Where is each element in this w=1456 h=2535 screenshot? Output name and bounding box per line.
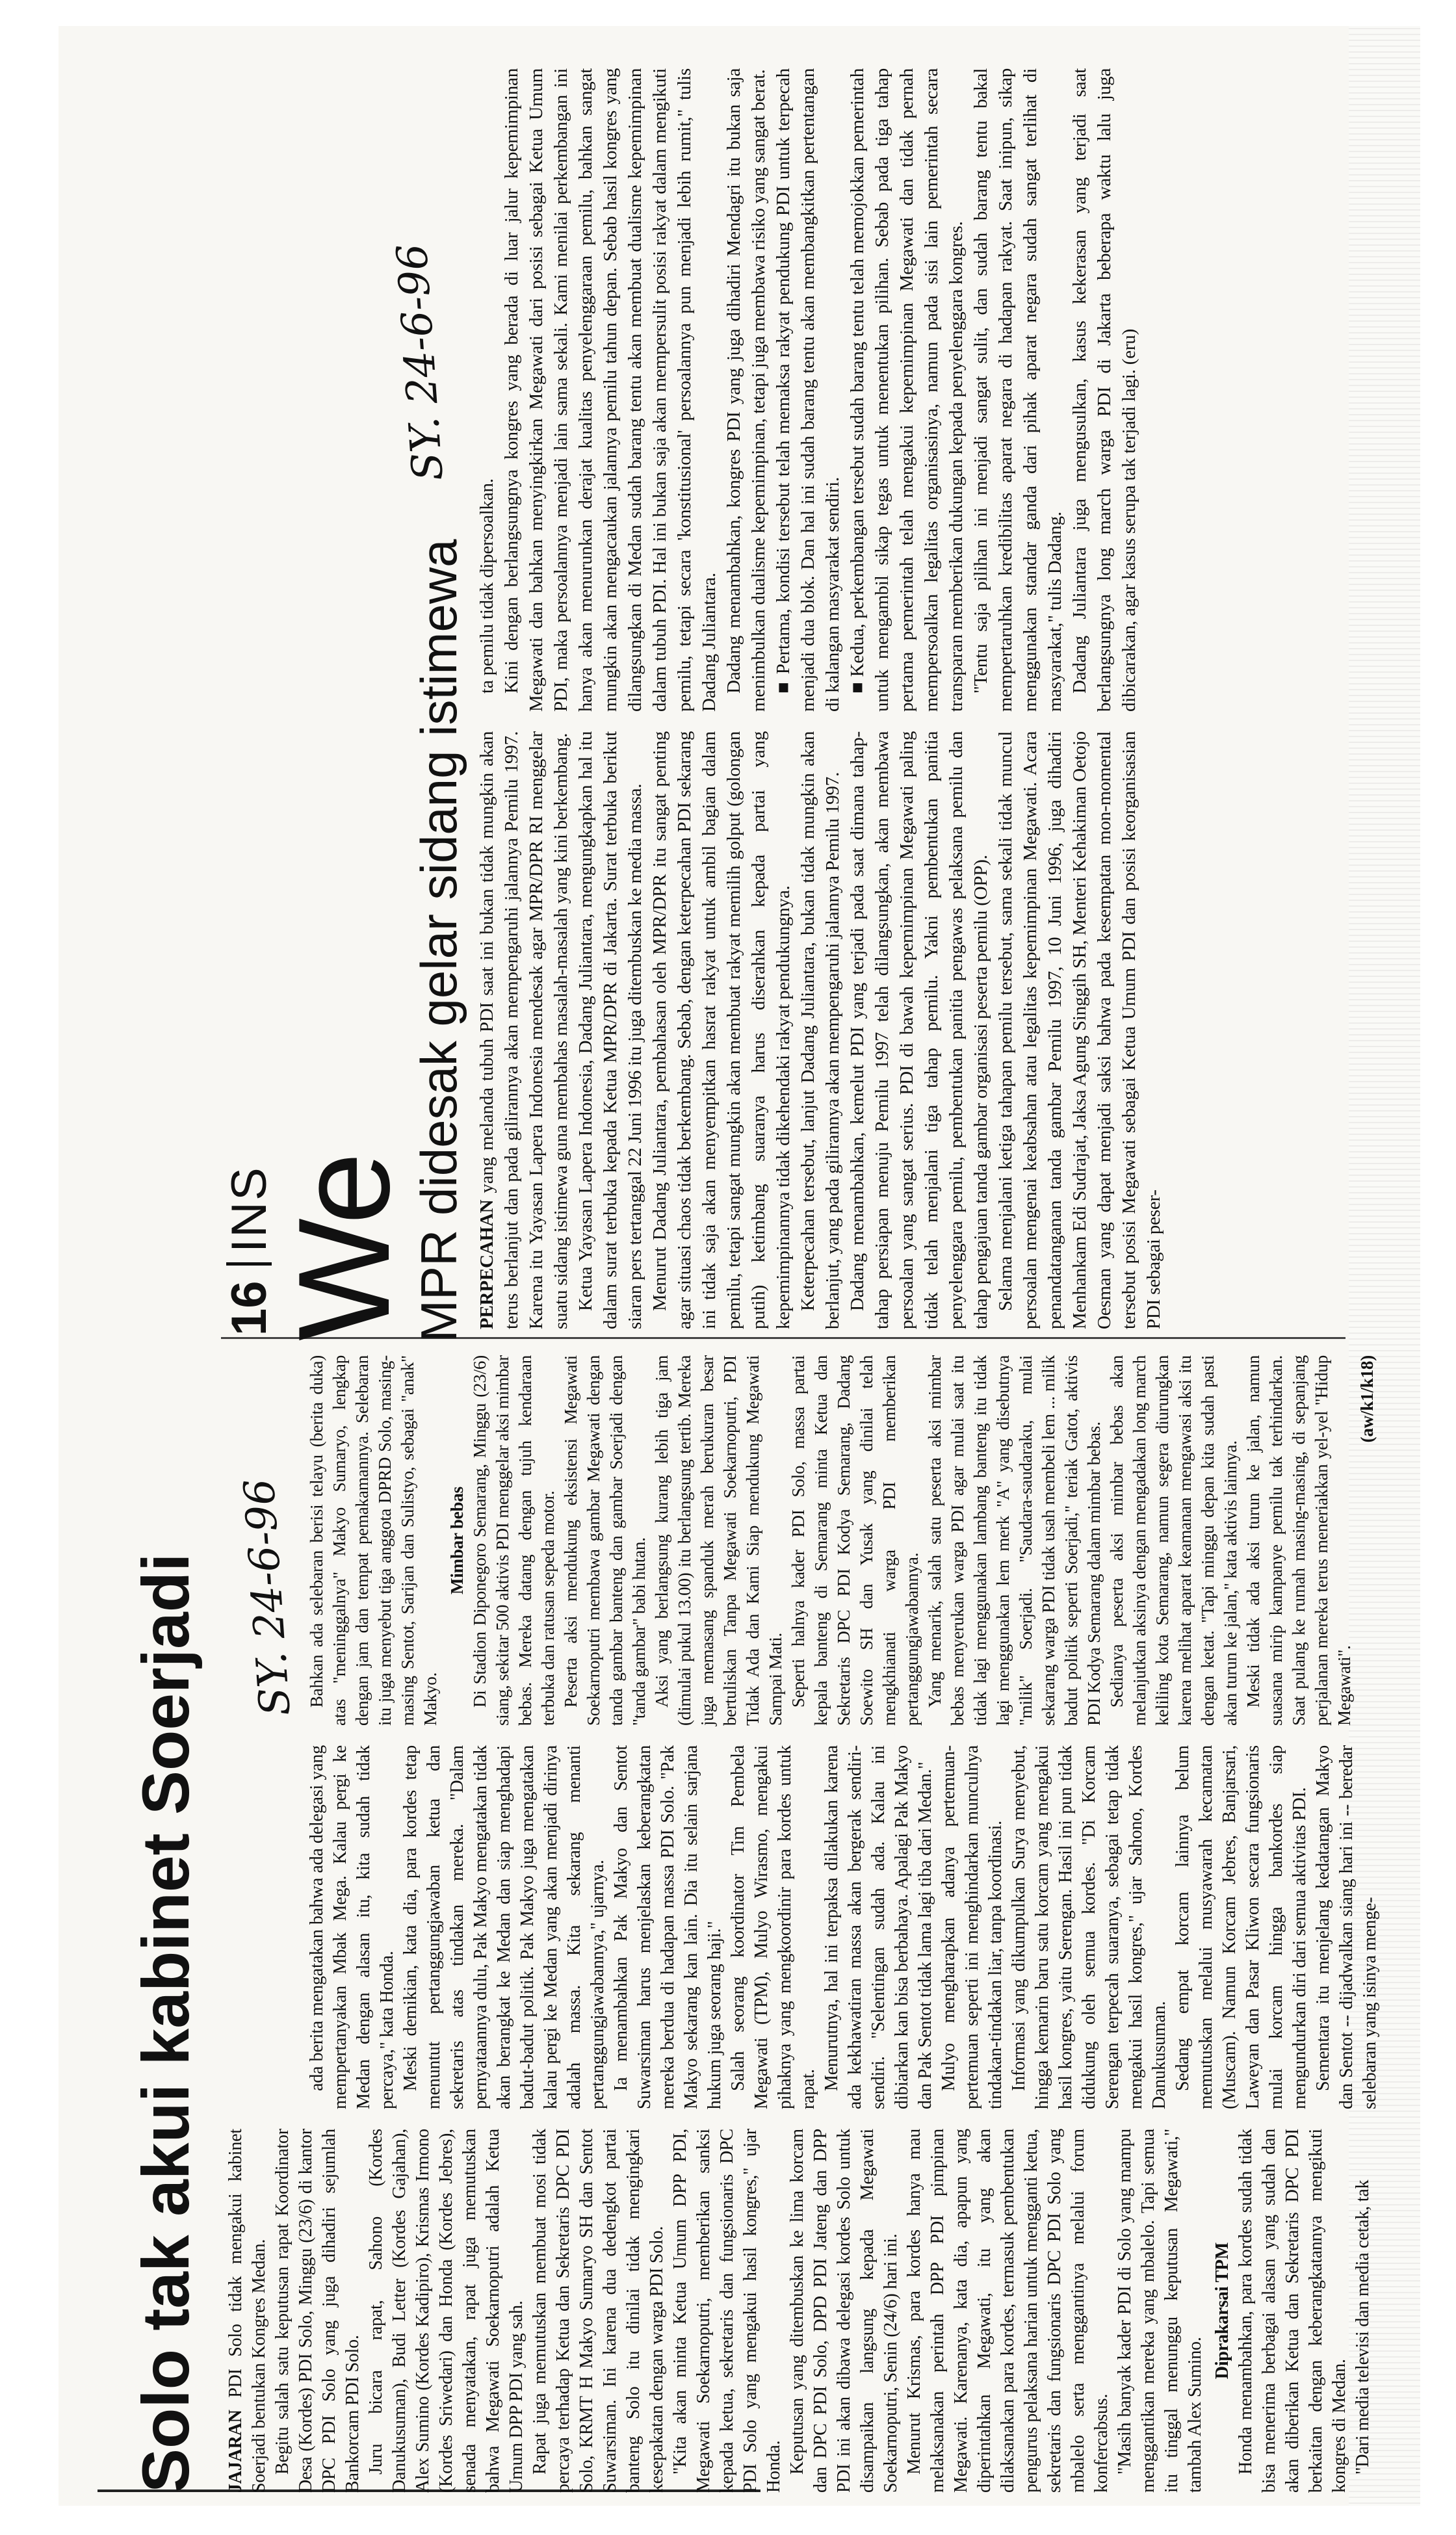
paragraph	[1106, 1355, 1242, 1726]
paragraph-text: Sedang empat korcam lainnya belum memutuskan melalui musyawarah kecamatan (Muscam). Namun Korcam Jebres, Banjarsari, Laweyan dan Pasar Kliwon secara fungsionaris mulai korcam hingga bankordes siap mengundurkan diri dari semua aktivitas PDI.	[1173, 1745, 1310, 2109]
paragraph	[796, 731, 845, 1329]
newspaper-scan	[58, 26, 1420, 2506]
paragraph-text: "Dari media televisi dan media cetak, tak	[1353, 2179, 1373, 2475]
paragraph	[306, 1355, 442, 1726]
article1-headline: Solo tak akui kabinet Soerjadi	[129, 1553, 203, 2493]
paragraph	[924, 1355, 1106, 1726]
section-name: INS	[222, 1166, 277, 1253]
paragraph	[1312, 1745, 1382, 2109]
paragraph	[1351, 2129, 1375, 2493]
paragraph	[771, 68, 845, 712]
paragraph-text: Meski tidak ada aksi turun ke jalan, namun suasana mirip kampanye pemilu tak terhindarkan. Saat pulang ke rumah masing-masing, di sepanjang perjalanan mereka terus meneriakkan yel-yel "Hidup Megawati".	[1243, 1355, 1354, 1726]
paragraph-text: ada berita mengatakan bahwa ada delegasi yang mempertanyakan Mbak Mega. Kalau pergi ke Medan dengan alasan itu, kita sudah tidak percaya," kata Honda.	[307, 1745, 397, 2109]
paragraph-text: Dadang Juliantara juga mengusulkan, kasus kekerasan yang terjadi saat berlangsungnya long march warga PDI di Jakarta beberapa waktu lalu juga dibicarakan, agar kasus serupa tak terjadi lagi. (eru)	[1069, 68, 1139, 712]
rotated-page	[58, 26, 1420, 2506]
paragraph-text: "Tentu saja pilihan ini menjadi sangat sulit, dan sudah barang tentu bakal mempertaruhkan kredibilitas aparat negara di hadapan rakyat. Saat inipun, sikap menggunakan standar ganda dari pihak aparat negara sudah sangat terlihat di masyarakat," tulis Dadang.	[970, 68, 1065, 712]
paragraph-text: Keterpecahan tersebut, lanjut Dadang Juliantara, bukan tidak mungkin akan berlanjut, yang pada gilirannya akan mempengaruhi jalannya Pemilu 1997.	[798, 731, 843, 1329]
paragraph	[271, 2129, 365, 2493]
paragraph-text: Menurutnya, hal ini terpaksa dilakukan karena ada kekhawatiran massa akan bergerak sendiri-sendiri. "Selentingan sudah ada. Kalau ini dibiarkan kan bisa berbahaya. Apalagi Pak Makyo dan Pak Sentot tidak lama lagi tiba dari Medan."	[822, 1745, 935, 2109]
paragraph	[786, 2129, 903, 2493]
paragraph	[937, 1745, 1008, 2109]
paragraph-text: Bahkan ada selebaran berisi telayu (berita duka) atas "meninggalnya" Makyo Sumaryo, lengkap dengan jam dan tempat pemakamannya. Selebaran itu juga menyebut tiga anggota DPRD Solo, masing-masing Sentot, Sarijan dan Sulistyo, sebagai "anak" Makyo.	[307, 1355, 440, 1726]
article2-handwritten-date: SY. 24-6-96	[388, 242, 453, 483]
paragraph	[469, 1355, 560, 1726]
page-number: 16	[222, 1280, 277, 1336]
lead-word: PERPECAHAN	[476, 1199, 497, 1329]
article1-column-2	[306, 1745, 1382, 2109]
page-masthead	[221, 1128, 417, 1341]
paragraph-text: Ketua Yayasan Lapera Indonesia, Dadang Juliantara, mengungkapkan hal itu dalam surat terbuka kepada Ketua MPR/DPR di Jakarta. Surat terbuka berikut siaran pers tertanggal 22 Juni 1996 itu juga ditembuskan ke media massa.	[575, 731, 645, 1329]
paragraph-text: Yang menarik, salah satu peserta aksi mimbar bebas menyerukan warga PDI agar mulai saat itu tidak lagi menggunakan lambang banteng itu tidak lagi menggunakan lem merk "A" yang disebutnya "milik" Soerjadi. "Saudara-saudaraku, mulai sekarang warga PDI tidak usah membeli lem ... milik badut politik seperti Soerjadi," teriak Gatot, aktivis PDI Kodya Semarang dalam mimbar bebas.	[925, 1355, 1104, 1726]
paragraph	[669, 2129, 786, 2493]
paragraph	[651, 1355, 787, 1726]
paragraph	[787, 1355, 924, 1726]
paragraph-text: Sedianya peserta aksi mimbar bebas akan melanjutkan aksinya dengan mengadakan long march keliling kota Semarang, namun segera diurungkan karena melihat aparat keamanan mengawasi aksi itu dengan ketat. "Tapi minggu depan kita sudah pasti akan turun ke jalan," kata aktivis lainnya.	[1107, 1355, 1240, 1726]
article1-handwritten-date: SY. 24-6-96	[235, 1477, 300, 1718]
paragraph	[727, 1745, 820, 2109]
paragraph	[399, 1745, 610, 2109]
paragraph-text: Meski demikian, kata dia, para kordes tetap menuntut pertanggungjawaban ketua dan sekretaris atas tindakan mereka. "Dalam pernyataannya dulu, Pak Makyo mengatakan tidak akan berangkat ke Medan dan siap menghadapi badut-badut politik. Pak Makyo juga mengatakan kalau pergi ke Medan yang akan menjadi dirinya adalah massa. Kita sekarang menanti pertanggungjawabannya," ujarnya.	[400, 1745, 608, 2109]
paragraph	[903, 2129, 1113, 2493]
paragraph-text: Juru bicara rapat, Sahono (Kordes Danukusuman), Budi Letter (Kordes Gajahan), Alex Sumino (Kordes Kadipiro), Krismas Irmono (Kordes Sriwedari) dan Honda (Kordes Jebres), senada menyatakan, rapat juga memutuskan bahwa Megawati Soekarnoputri adalah Ketua Umum DPP PDI yang sah.	[366, 2129, 526, 2493]
article2-column-1	[474, 731, 1166, 1329]
paragraph	[306, 1745, 399, 2109]
lead-word: JAJARAN	[226, 2410, 246, 2493]
paragraph-text: Peserta aksi mendukung eksistensi Megawati Soekarnoputri membawa gambar Megawati dengan tanda gambar banteng dan gambar Soerjadi dengan "tanda gambar" babi hutan.	[561, 1355, 649, 1726]
paragraph	[820, 1745, 937, 2109]
article1-column-3	[306, 1355, 1379, 1726]
paragraph	[845, 731, 993, 1329]
subheading: Diprakarsai TPM	[1212, 2242, 1232, 2380]
paragraph-text: Seperti halnya kader PDI Solo, massa partai kepala banteng di Semarang minta Ketua dan Sekretaris DPC PDI Kodya Semarang, Dadang Soewito SH dan Yusak yang dinilai telah mengkhianati warga PDI memberikan pertanggungjawabannya.	[788, 1355, 922, 1726]
paragraph-text: Honda menambahkan, para kordes sudah tidak bisa menerima berbagai alasan yang sudah dan akan diberikan Ketua dan Sekretaris DPC PDI berkaitan dengan keberangkatannya mengikuti kongres di Medan.	[1236, 2129, 1349, 2493]
byline-initials: (aw/k1/k18)	[1357, 1355, 1377, 1443]
paragraph-text: ■ Kedua, perkembangan tersebut sudah barang tentu telah memojokkan pemerintah untuk mengambil sikap tegas untuk menentukan pilihan. Sebab pada tiga tahap pertama pemerintah telah mengakui kepemimpinan Megawati dan tidak pernah mempersoalkan legalitas organisasinya, namun pada sisi lain pemerintah secara transparan memberikan dukungan kepada penyelenggara kongres.	[847, 68, 967, 712]
masthead-separator	[226, 1262, 272, 1266]
paragraph-text: "Kita akan minta Ketua Umum DPP PDI, Megawati Soekarnoputri, memberikan sanksi kepada ketua, sekretaris dan fungsionaris DPC PDI Solo yang mengakui hasil kongres," ujar Honda.	[670, 2129, 784, 2493]
paragraph-text: ■ Pertama, kondisi tersebut telah memaksa rakyat pendukung PDI untuk terpecah menjadi dua blok. Dan hal ini sudah barang tentu akan membangkitkan pertentangan di kalangan masyarakat sendiri.	[773, 68, 843, 712]
paragraph-text: Selama menjalani ketiga tahapan pemilu tersebut, sama sekali tidak muncul persoalan mengenai keabsahan atau legalitas kepemimpinan Megawati. Acara penandatanganan tanda gambar Pemilu 1997, 10 Juni 1996, juga dihadiri Menhankam Edi Sudrajat, Jaksa Agung Singgih SH, Menteri Kehakiman Oetojo Oesman yang dapat menjadi saksi bahwa pada kesempatan mon-momental tersebut posisi Megawati sebagai Ketua Umum PDI dan posisi keorganisasian PDI sebagai peser-	[995, 731, 1164, 1329]
section-big-word: We	[272, 1156, 417, 1341]
paragraph	[722, 68, 771, 712]
paragraph	[573, 731, 647, 1329]
paragraph	[1113, 2129, 1207, 2493]
paragraph	[560, 1355, 651, 1726]
paragraph-text: Mulyo mengharapkan adanya pertemuan-pertemuan seperti ini menghindarkan munculnya tindakan-tindakan liar, tanpa koordinasi.	[939, 1745, 1006, 2109]
paragraph-text: Menurut Dadang Juliantara, pembahasan oleh MPR/DPR itu sangat penting agar situasi chaos tidak berkembang. Sebab, dengan keterpecahan PDI sekarang ini tidak saja akan menyempitkan hasrat rakyat untuk ambil bagian dalam pemilu, tetapi sangat mungkin akan membuat rakyat memilih golput (golongan putih) ketimbang suaranya harus diserahkan kepada partai yang kepemimpinannya tidak dikehendaki rakyat pendukungnya.	[649, 731, 794, 1329]
paragraph-text: Salah seorang koordinator Tim Pembela Megawati (TPM), Mulyo Wirasmo, mengakui pihaknya yang mengkoordinir para kordes untuk rapat.	[728, 1745, 818, 2109]
paragraph	[474, 731, 573, 1329]
paragraph	[1171, 1745, 1312, 2109]
subheading: Mimbar bebas	[447, 1487, 467, 1594]
paragraph-text: Keputusan yang ditembuskan ke lima korcam dan DPC PDI Solo, DPD PDI Jateng dan DPP PDI ini akan dibawa delegasi kordes Solo untuk disampaikan langsung kepada Megawati Soekarnoputri, Senin (24/6) hari ini.	[787, 2129, 901, 2493]
paragraph-text: PDI Solo tidak mengakui kabinet Soerjadi bentukan Kongres Medan.	[226, 2129, 269, 2493]
paragraph	[365, 2129, 528, 2493]
paragraph-text: Di Stadion Diponegoro Semarang, Minggu (23/6) siang, sekitar 500 aktivis PDI menggelar aksi mimbar bebas. Mereka datang dengan tujuh kendaraan terbuka dan ratusan sepeda motor.	[470, 1355, 558, 1726]
paragraph-text: "Masih banyak kader PDI di Solo yang mampu menggantikan mereka yang mbalelo. Tapi semua itu tinggal menunggu keputusan Megawati," tambah Alex Sumino.	[1115, 2129, 1205, 2493]
article2-headline: MPR didesak gelar sidang istimewa	[410, 539, 467, 1342]
paragraph-text: Ia menambahkan Pak Makyo dan Sentot Suwarsiman harus menjelaskan keberangkatan mereka berdua di hadapan massa PDI Solo. "Pak Makyo sekarang kan lain. Dia itu selain sarjana hukum juga seorang haji."	[611, 1745, 725, 2109]
paragraph-text: Dadang menambahkan, kemelut PDI yang terjadi pada saat dimana tahap-tahap persiapan menuju Pemilu 1997 telah dilangsungkan, akan membawa persoalan yang sangat serius. PDI di bawah kepemimpinan Megawati paling tidak telah menjalani tiga tahap pemilu. Yakni pembentukan panitia penyelenggara pemilu, pembentukan panitia pengawas pelaksana pemilu dan tahap pengajuan tanda gambar organisasi peserta pemilu (OPP).	[847, 731, 991, 1329]
paragraph-text: Sementara itu menjelang kedatangan Makyo dan Sentot -- dijadwalkan siang hari ini -- beredar selebaran yang isinya menge-	[1313, 1745, 1380, 2109]
paragraph-text: ta pemilu tidak dipersoalkan.	[476, 478, 497, 694]
paragraph-text: Kini dengan berlangsungnya kongres yang berada di luar jalur kepemimpinan Megawati dan bahkan menyingkirkan Megawati dari posisi sebagai Ketua Umum PDI, maka persoalannya menjadi lain sama sekali. Kami menilai perkembangan ini hanya akan menurunkan derajat kualitas penyelenggaraan pemilu, bahkan sangat mungkin akan mengacaukan jalannya pemilu tahun depan. Sebab hasil kongres yang dilangsungkan di Medan sudah barang tentu akan membuat dualisme kepemimpinan dalam tubuh PDI. Hal ini bukan saja akan mempersulit posisi rakyat dalam mengikuti pemilu, tetapi secara 'konstitusional' persoalannya pun menjadi lebih rumit," tulis Dadang Juliantara.	[501, 68, 720, 712]
paragraph-text: Rapat juga memutuskan membuat mosi tidak percaya terhadap Ketua dan Sekretaris DPC PDI Solo, KRMT H Makyo Sumaryo SH dan Sentot Suwarsiman. Ini karena dua dedengkot partai banteng Solo itu dinilai tidak mengingkari kesepakatan dengan warga PDI Solo.	[530, 2129, 667, 2493]
paragraph-text: Menurut Krismas, para kordes hanya mau melaksanakan perintah DPP PDI pimpinan Megawati. Karenanya, kata dia, apapun yang diperintahkan Megawati, itu yang akan dilaksanakan para kordes, termasuk pembentukan pengurus pelaksana harian untuk mengganti ketua, sekretaris dan fungsionaris DPC PDI Solo yang mbalelo serta menggantinya melalui forum konfercabsus.	[904, 2129, 1112, 2493]
article1-column-1	[224, 2129, 1375, 2493]
paragraph	[993, 731, 1166, 1329]
paragraph	[968, 68, 1067, 712]
article2-column-2	[474, 68, 1141, 712]
paragraph	[845, 68, 968, 712]
paragraph	[1067, 68, 1141, 712]
paragraph	[474, 68, 499, 712]
paragraph	[224, 2129, 271, 2493]
paragraph	[647, 731, 796, 1329]
paragraph	[1234, 2129, 1351, 2493]
paragraph	[1008, 1745, 1171, 2109]
paragraph	[1242, 1355, 1356, 1726]
paragraph	[610, 1745, 727, 2109]
paragraph-text: Begitu salah satu keputusan rapat Koordinator Desa (Kordes) PDI Solo, Minggu (23/6) di kantor DPC PDI Solo yang juga dihadiri sejumlah Bankorcam PDI Solo.	[272, 2129, 363, 2493]
paragraph-text: Dadang menambahkan, kongres PDI yang juga dihadiri Mendagri itu bukan saja menimbulkan dualisme kepemimpinan, tetapi juga membawa risiko yang sangat berat.	[723, 68, 769, 712]
paragraph-text: yang melanda tubuh PDI saat ini bukan tidak mungkin akan terus berlanjut dan pada gilirannya akan mempengaruhi jalannya Pemilu 1997. Karena itu Yayasan Lapera Indonesia mendesak agar MPR/DPR RI menggelar suatu sidang istimewa guna membahas masalah-masalah yang kini berkembang.	[476, 731, 571, 1329]
paragraph-text: Informasi yang dikumpulkan Surya menyebut, hingga kemarin baru satu korcam yang mengakui hasil kongres, yaitu Serengan. Hasil ini pun tidak didukung oleh semua kordes. "Di Korcam Serengan terpecah suaranya, sebagai tetap tidak mengakui hasil kongres," ujar Sahono, Kordes Danukusuman.	[1009, 1745, 1169, 2109]
paragraph	[499, 68, 722, 712]
paragraph-text: Aksi yang berlangsung kurang lebih tiga jam (dimulai pukul 13.00) itu berlangsung tertib. Mereka juga memasang spanduk merah berukuran besar bertuliskan Tanpa Megawati Soekarnoputri, PDI Tidak Ada dan Kami Siap mendukung Megawati Sampai Mati.	[652, 1355, 785, 1726]
paragraph	[528, 2129, 669, 2493]
